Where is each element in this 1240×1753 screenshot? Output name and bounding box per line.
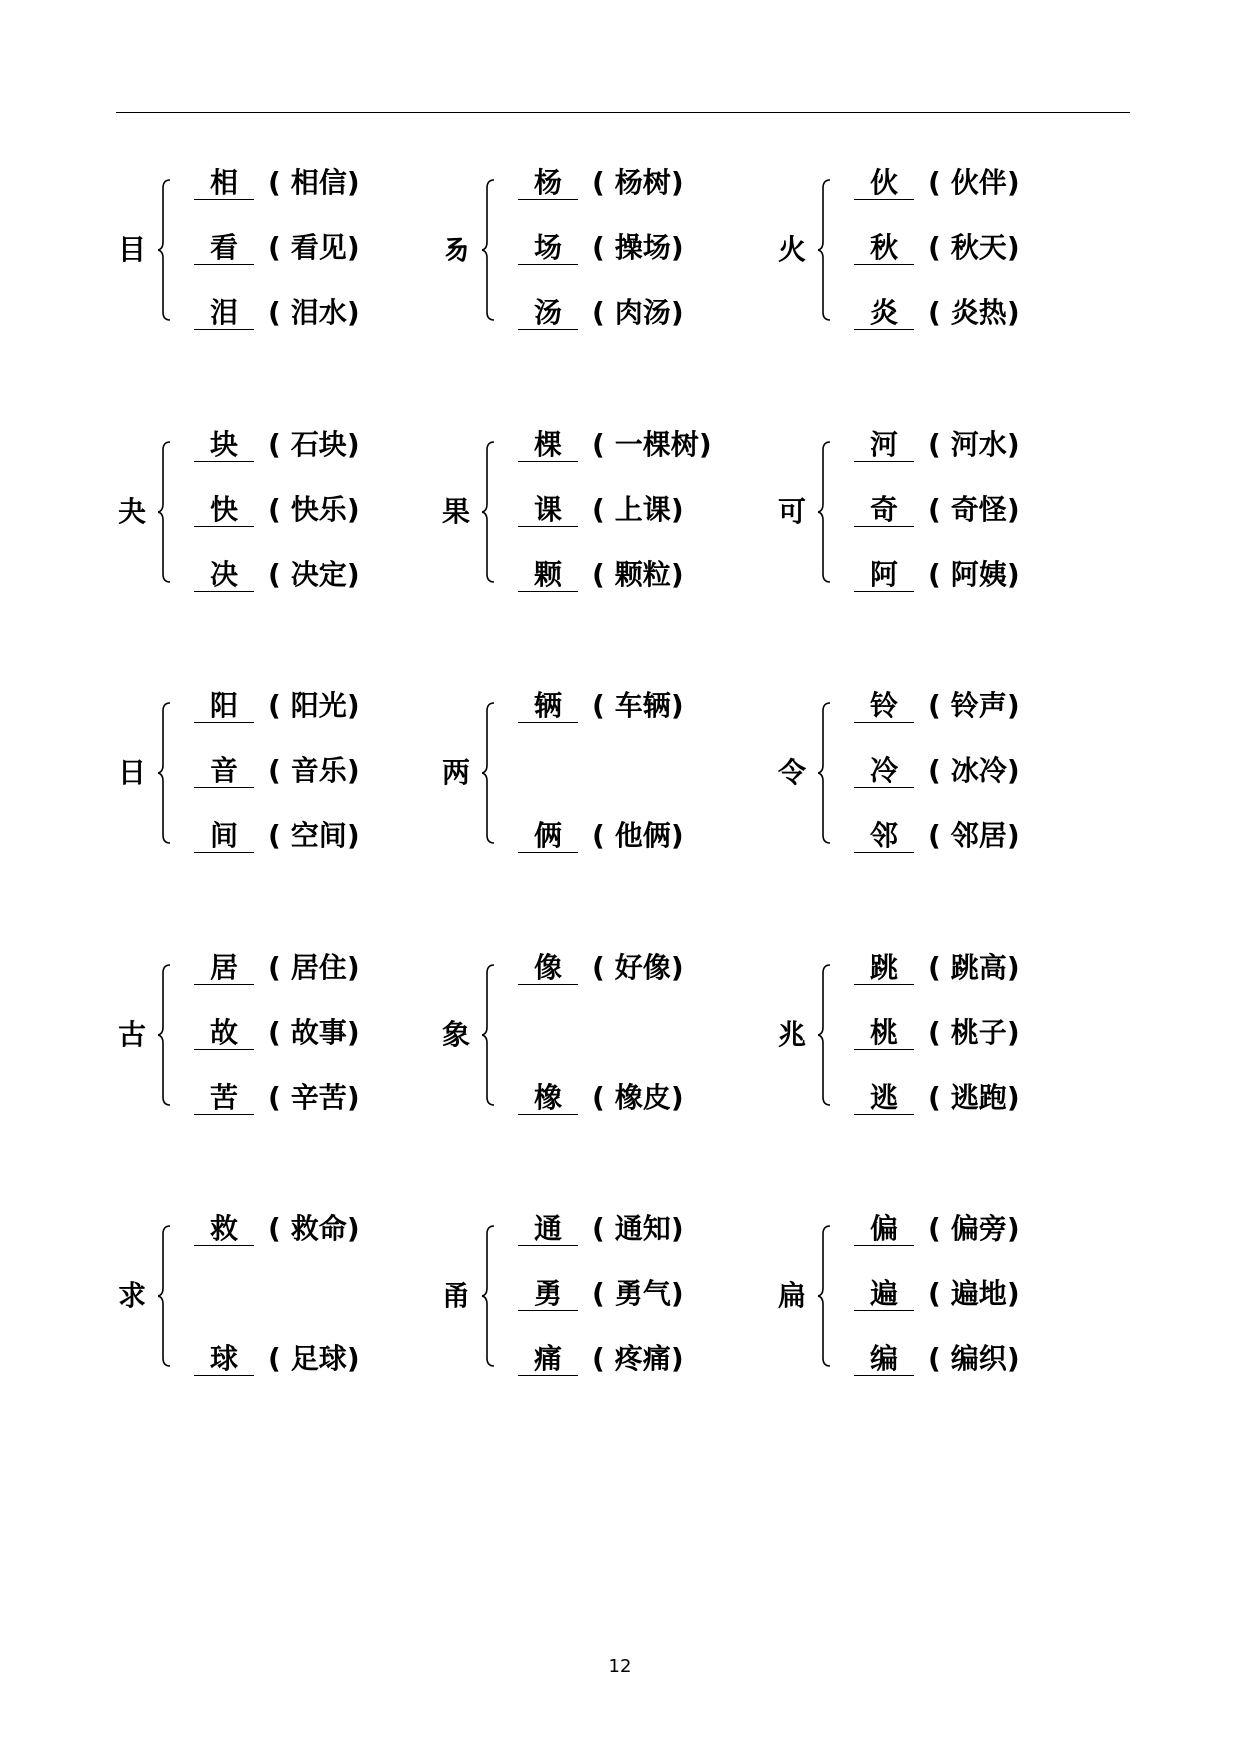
- formed-character: 阳: [194, 690, 254, 723]
- example-word: [928, 1278, 1020, 1310]
- root-character: 目: [118, 233, 147, 266]
- formed-character: 伙: [854, 167, 914, 200]
- example-word-text: 看见: [290, 231, 347, 264]
- example-word-text: 炎热: [950, 296, 1007, 329]
- example-word: [928, 1213, 1020, 1245]
- open-paren: (: [268, 166, 281, 199]
- close-paren: ): [346, 296, 360, 329]
- formed-character: 秋: [854, 232, 914, 265]
- root-character: 果: [442, 495, 471, 528]
- formed-character: 棵: [518, 429, 578, 462]
- formed-character: 杨: [518, 167, 578, 200]
- brace-icon: [818, 702, 832, 844]
- open-paren: (: [268, 819, 281, 852]
- example-word: [928, 559, 1020, 591]
- close-paren: ): [670, 1342, 684, 1375]
- brace-icon: [482, 1225, 496, 1367]
- close-paren: ): [670, 166, 684, 199]
- open-paren: (: [928, 1277, 941, 1310]
- close-paren: ): [1006, 493, 1020, 526]
- brace-icon: [818, 964, 832, 1106]
- example-word-text: 冰冷: [950, 754, 1007, 787]
- open-paren: (: [928, 1016, 941, 1049]
- brace-icon: [818, 1225, 832, 1367]
- example-word: [268, 494, 360, 526]
- open-paren: (: [268, 1212, 281, 1245]
- open-paren: (: [268, 493, 281, 526]
- root-character: 日: [118, 756, 147, 789]
- open-paren: (: [928, 754, 941, 787]
- example-word-text: 好像: [614, 951, 671, 984]
- char-group: [118, 427, 448, 597]
- example-word-text: 快乐: [290, 493, 347, 526]
- page-number: 12: [608, 1656, 632, 1677]
- example-word: [928, 167, 1020, 199]
- example-word-text: 通知: [614, 1212, 671, 1245]
- formed-character: 场: [518, 232, 578, 265]
- example-word: [268, 232, 360, 264]
- formed-character: 快: [194, 494, 254, 527]
- close-paren: ): [1006, 819, 1020, 852]
- example-word: [268, 297, 360, 329]
- brace-icon: [482, 964, 496, 1106]
- close-paren: ): [346, 558, 360, 591]
- close-paren: ): [346, 1081, 360, 1114]
- close-paren: ): [670, 231, 684, 264]
- root-character: 古: [118, 1018, 147, 1051]
- example-word-text: 颗粒: [614, 558, 671, 591]
- formed-character: 铃: [854, 690, 914, 723]
- example-word-text: 阿姨: [950, 558, 1007, 591]
- example-word: [592, 1343, 684, 1375]
- close-paren: ): [1006, 1277, 1020, 1310]
- example-word: [592, 820, 684, 852]
- root-character: 扁: [778, 1279, 807, 1312]
- close-paren: ): [346, 951, 360, 984]
- close-paren: ): [1006, 428, 1020, 461]
- open-paren: (: [268, 1342, 281, 1375]
- close-paren: ): [670, 1081, 684, 1114]
- formed-character: 冷: [854, 755, 914, 788]
- open-paren: (: [268, 754, 281, 787]
- example-word-text: 足球: [290, 1342, 347, 1375]
- char-group: [778, 1211, 1108, 1381]
- formed-character: 课: [518, 494, 578, 527]
- open-paren: (: [592, 296, 605, 329]
- formed-character: 逃: [854, 1082, 914, 1115]
- open-paren: (: [928, 231, 941, 264]
- brace-icon: [158, 964, 172, 1106]
- example-word: [928, 429, 1020, 461]
- char-group: [442, 165, 772, 335]
- example-word: [268, 559, 360, 591]
- root-character: 火: [778, 233, 807, 266]
- close-paren: ): [698, 428, 712, 461]
- example-word-text: 铃声: [950, 689, 1007, 722]
- open-paren: (: [592, 689, 605, 722]
- close-paren: ): [346, 1016, 360, 1049]
- formed-character: 块: [194, 429, 254, 462]
- example-word-text: 逃跑: [950, 1081, 1007, 1114]
- example-word: [268, 167, 360, 199]
- char-group: [778, 427, 1108, 597]
- char-group: [118, 165, 448, 335]
- open-paren: (: [592, 951, 605, 984]
- example-word-text: 空间: [290, 819, 347, 852]
- close-paren: ): [346, 493, 360, 526]
- open-paren: (: [592, 231, 605, 264]
- formed-character: 辆: [518, 690, 578, 723]
- formed-character: 泪: [194, 297, 254, 330]
- root-character: 令: [778, 756, 807, 789]
- example-word: [268, 1213, 360, 1245]
- example-word-text: 决定: [290, 558, 347, 591]
- root-character: 求: [118, 1279, 147, 1312]
- example-word-text: 故事: [290, 1016, 347, 1049]
- example-word-text: 桃子: [950, 1016, 1007, 1049]
- formed-character: 炎: [854, 297, 914, 330]
- formed-character: 邻: [854, 820, 914, 853]
- open-paren: (: [592, 558, 605, 591]
- open-paren: (: [928, 166, 941, 199]
- open-paren: (: [592, 1277, 605, 1310]
- formed-character: 橡: [518, 1082, 578, 1115]
- example-word-text: 车辆: [614, 689, 671, 722]
- example-word-text: 编织: [950, 1342, 1007, 1375]
- example-word: [592, 690, 684, 722]
- close-paren: ): [1006, 951, 1020, 984]
- formed-character: 苦: [194, 1082, 254, 1115]
- example-word: [592, 167, 684, 199]
- example-word: [928, 297, 1020, 329]
- close-paren: ): [346, 231, 360, 264]
- open-paren: (: [928, 493, 941, 526]
- formed-character: 俩: [518, 820, 578, 853]
- formed-character: 球: [194, 1343, 254, 1376]
- char-group: [778, 950, 1108, 1120]
- close-paren: ): [346, 689, 360, 722]
- formed-character: 像: [518, 952, 578, 985]
- open-paren: (: [592, 1081, 605, 1114]
- example-word-text: 河水: [950, 428, 1007, 461]
- char-group: [442, 688, 772, 858]
- close-paren: ): [670, 819, 684, 852]
- example-word-text: 勇气: [614, 1277, 671, 1310]
- example-word-text: 跳高: [950, 951, 1007, 984]
- formed-character: 河: [854, 429, 914, 462]
- example-word: [592, 952, 684, 984]
- close-paren: ): [670, 1212, 684, 1245]
- char-group: [778, 688, 1108, 858]
- open-paren: (: [592, 819, 605, 852]
- formed-character: 编: [854, 1343, 914, 1376]
- formed-character: 相: [194, 167, 254, 200]
- example-word: [592, 494, 684, 526]
- example-word-text: 伙伴: [950, 166, 1007, 199]
- char-group: [118, 950, 448, 1120]
- example-word: [928, 755, 1020, 787]
- example-word: [928, 1343, 1020, 1375]
- header-rule: [116, 112, 1130, 113]
- open-paren: (: [592, 1212, 605, 1245]
- close-paren: ): [1006, 754, 1020, 787]
- example-word-text: 操场: [614, 231, 671, 264]
- brace-icon: [482, 179, 496, 321]
- root-character: 可: [778, 495, 807, 528]
- close-paren: ): [1006, 166, 1020, 199]
- root-character: 兆: [778, 1018, 807, 1051]
- example-word: [592, 1213, 684, 1245]
- close-paren: ): [670, 689, 684, 722]
- formed-character: 看: [194, 232, 254, 265]
- close-paren: ): [670, 296, 684, 329]
- root-character: 两: [442, 756, 471, 789]
- example-word-text: 一棵树: [614, 428, 699, 461]
- formed-character: 汤: [518, 297, 578, 330]
- brace-icon: [158, 1225, 172, 1367]
- root-character: 夬: [118, 495, 147, 528]
- formed-character: 居: [194, 952, 254, 985]
- example-word-text: 橡皮: [614, 1081, 671, 1114]
- example-word: [928, 690, 1020, 722]
- formed-character: 桃: [854, 1017, 914, 1050]
- example-word-text: 杨树: [614, 166, 671, 199]
- brace-icon: [482, 441, 496, 583]
- example-word: [268, 690, 360, 722]
- formed-character: 痛: [518, 1343, 578, 1376]
- open-paren: (: [268, 689, 281, 722]
- close-paren: ): [1006, 296, 1020, 329]
- open-paren: (: [592, 166, 605, 199]
- formed-character: 音: [194, 755, 254, 788]
- example-word: [268, 755, 360, 787]
- example-word-text: 救命: [290, 1212, 347, 1245]
- root-character: 𠃓: [442, 233, 471, 266]
- example-word: [928, 820, 1020, 852]
- close-paren: ): [670, 951, 684, 984]
- example-word: [928, 494, 1020, 526]
- root-character: 象: [442, 1018, 471, 1051]
- example-word: [268, 429, 360, 461]
- formed-character: 跳: [854, 952, 914, 985]
- example-word-text: 他俩: [614, 819, 671, 852]
- example-word: [268, 820, 360, 852]
- open-paren: (: [268, 1016, 281, 1049]
- open-paren: (: [928, 428, 941, 461]
- close-paren: ): [346, 428, 360, 461]
- close-paren: ): [1006, 558, 1020, 591]
- example-word: [268, 1017, 360, 1049]
- char-group: [442, 427, 772, 597]
- open-paren: (: [928, 558, 941, 591]
- open-paren: (: [268, 231, 281, 264]
- example-word-text: 石块: [290, 428, 347, 461]
- example-word: [592, 1082, 684, 1114]
- brace-icon: [818, 179, 832, 321]
- example-word: [268, 1343, 360, 1375]
- formed-character: 颗: [518, 559, 578, 592]
- example-word: [928, 1017, 1020, 1049]
- example-word: [592, 559, 684, 591]
- formed-character: 偏: [854, 1213, 914, 1246]
- example-word-text: 居住: [290, 951, 347, 984]
- open-paren: (: [268, 951, 281, 984]
- brace-icon: [818, 441, 832, 583]
- example-word: [592, 297, 684, 329]
- open-paren: (: [268, 1081, 281, 1114]
- open-paren: (: [928, 1081, 941, 1114]
- brace-icon: [158, 702, 172, 844]
- formed-character: 遍: [854, 1278, 914, 1311]
- open-paren: (: [592, 428, 605, 461]
- example-word: [268, 952, 360, 984]
- example-word-text: 偏旁: [950, 1212, 1007, 1245]
- example-word-text: 疼痛: [614, 1342, 671, 1375]
- formed-character: 奇: [854, 494, 914, 527]
- formed-character: 阿: [854, 559, 914, 592]
- example-word: [592, 232, 684, 264]
- close-paren: ): [670, 558, 684, 591]
- example-word-text: 秋天: [950, 231, 1007, 264]
- brace-icon: [158, 179, 172, 321]
- formed-character: 救: [194, 1213, 254, 1246]
- open-paren: (: [268, 296, 281, 329]
- example-word-text: 辛苦: [290, 1081, 347, 1114]
- example-word-text: 肉汤: [614, 296, 671, 329]
- close-paren: ): [1006, 1212, 1020, 1245]
- char-group: [118, 688, 448, 858]
- close-paren: ): [346, 754, 360, 787]
- open-paren: (: [928, 689, 941, 722]
- formed-character: 通: [518, 1213, 578, 1246]
- close-paren: ): [1006, 689, 1020, 722]
- open-paren: (: [928, 1212, 941, 1245]
- example-word: [928, 232, 1020, 264]
- formed-character: 间: [194, 820, 254, 853]
- open-paren: (: [268, 428, 281, 461]
- open-paren: (: [592, 493, 605, 526]
- open-paren: (: [268, 558, 281, 591]
- close-paren: ): [346, 819, 360, 852]
- formed-character: 勇: [518, 1278, 578, 1311]
- example-word-text: 上课: [614, 493, 671, 526]
- open-paren: (: [592, 1342, 605, 1375]
- root-character: 甬: [442, 1279, 471, 1312]
- example-word: [592, 429, 712, 461]
- close-paren: ): [1006, 1081, 1020, 1114]
- formed-character: 决: [194, 559, 254, 592]
- example-word: [592, 1278, 684, 1310]
- close-paren: ): [1006, 1016, 1020, 1049]
- example-word-text: 相信: [290, 166, 347, 199]
- example-word: [928, 1082, 1020, 1114]
- example-word-text: 泪水: [290, 296, 347, 329]
- char-group: [118, 1211, 448, 1381]
- example-word-text: 奇怪: [950, 493, 1007, 526]
- char-group: [778, 165, 1108, 335]
- formed-character: 故: [194, 1017, 254, 1050]
- example-word: [928, 952, 1020, 984]
- example-word-text: 遍地: [950, 1277, 1007, 1310]
- close-paren: ): [346, 1342, 360, 1375]
- open-paren: (: [928, 1342, 941, 1375]
- char-group: [442, 950, 772, 1120]
- example-word-text: 音乐: [290, 754, 347, 787]
- brace-icon: [158, 441, 172, 583]
- example-word-text: 阳光: [290, 689, 347, 722]
- example-word: [268, 1082, 360, 1114]
- open-paren: (: [928, 819, 941, 852]
- open-paren: (: [928, 951, 941, 984]
- close-paren: ): [346, 166, 360, 199]
- close-paren: ): [346, 1212, 360, 1245]
- close-paren: ): [670, 1277, 684, 1310]
- close-paren: ): [1006, 231, 1020, 264]
- example-word-text: 邻居: [950, 819, 1007, 852]
- brace-icon: [482, 702, 496, 844]
- char-group: [442, 1211, 772, 1381]
- open-paren: (: [928, 296, 941, 329]
- close-paren: ): [670, 493, 684, 526]
- close-paren: ): [1006, 1342, 1020, 1375]
